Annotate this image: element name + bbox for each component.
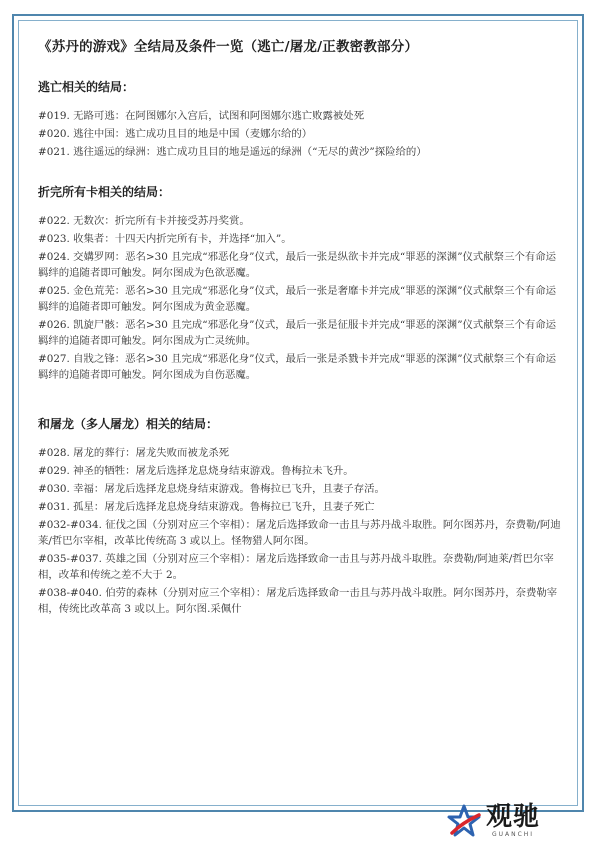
ending-entry: #020. 逃往中国：逃亡成功且目的地是中国（麦娜尔给的） [38,128,313,140]
guanchi-logo [446,798,586,844]
ending-entry: #030. 幸福：屠龙后选择龙息烧身结束游戏。鲁梅拉已飞升，且妻子存活。 [38,483,385,495]
section-heading: 和屠龙（多人屠龙）相关的结局： [38,417,219,431]
ending-entry: #035-#037. 英雄之国（分别对应三个宰相）：屠龙后选择致命一击且与苏丹战斗取胜。奈费勒/阿迪莱/哲巴尔宰相，改革和传统之差不大于 2。 [38,553,554,581]
ending-entry: #027. 自戕之锋：恶名>30 且完成“邪恶化身”仪式，最后一张是杀戮卡并完成“罪恶的深渊”仪式献祭三个有命运羁绊的追随者即可触发。阿尔图成为自伤恶魔。 [38,353,557,381]
document-title: 《苏丹的游戏》全结局及条件一览（逃亡/屠龙/正教密教部分） [38,39,419,55]
ending-entry: #023. 收集者：十四天内折完所有卡，并选择“加入”。 [38,233,292,245]
section-all-cards [38,184,564,383]
ending-entry: #028. 屠龙的葬行：屠龙失败而被龙杀死 [38,447,230,459]
section-heading: 逃亡相关的结局： [38,80,135,94]
star-icon [446,803,482,839]
ending-entry: #021. 逃往遥远的绿洲：逃亡成功且目的地是遥远的绿洲（“无尽的黄沙”探险给的） [38,146,427,158]
ending-entry: #032-#034. 征伐之国（分别对应三个宰相）：屠龙后选择致命一击且与苏丹战斗取胜。阿尔图苏丹，奈费勒/阿迪莱/哲巴尔宰相，改革比传统高 3 或以上。怪物猎人阿尔图。 [38,519,561,547]
logo-text-group [486,803,540,839]
section-heading: 折完所有卡相关的结局： [38,185,171,199]
logo-subtext: GUANCHI [491,831,535,838]
ending-entry: #022. 无数次：折完所有卡并接受苏丹奖赏。 [38,215,250,227]
ending-entry: #026. 凯旋尸骸：恶名>30 且完成“邪恶化身”仪式，最后一张是征服卡并完成“罪恶的深渊”仪式献祭三个有命运羁绊的追随者即可触发。阿尔图成为亡灵统帅。 [38,319,557,347]
section-escape [38,79,564,160]
ending-entry: #025. 金色荒芜：恶名>30 且完成“邪恶化身”仪式，最后一张是奢靡卡并完成“罪恶的深渊”仪式献祭三个有命运羁绊的追随者即可触发。阿尔图成为黄金恶魔。 [38,285,557,313]
ending-entry: #031. 孤星：屠龙后选择龙息烧身结束游戏。鲁梅拉已飞升，且妻子死亡 [38,501,375,513]
ending-entry: #038-#040. 伯劳的森林（分别对应三个宰相）：屠龙后选择致命一击且与苏丹战斗取胜。阿尔图苏丹，奈费勒宰相，传统比改革高 3 或以上。阿尔图.采佩什 [38,587,558,615]
logo-text: 观驰 [486,802,541,832]
ending-entry: #024. 交媾罗网：恶名>30 且完成“邪恶化身”仪式，最后一张是纵欲卡并完成“罪恶的深渊”仪式献祭三个有命运羁绊的追随者即可触发。阿尔图成为色欲恶魔。 [38,251,557,279]
document-content [38,38,564,619]
ending-entry: #029. 神圣的牺牲：屠龙后选择龙息烧身结束游戏。鲁梅拉未飞升。 [38,465,354,477]
section-dragon-slaying [38,416,564,617]
ending-entry: #019. 无路可逃：在阿图娜尔入宫后，试图和阿图娜尔逃亡败露被处死 [38,110,365,122]
